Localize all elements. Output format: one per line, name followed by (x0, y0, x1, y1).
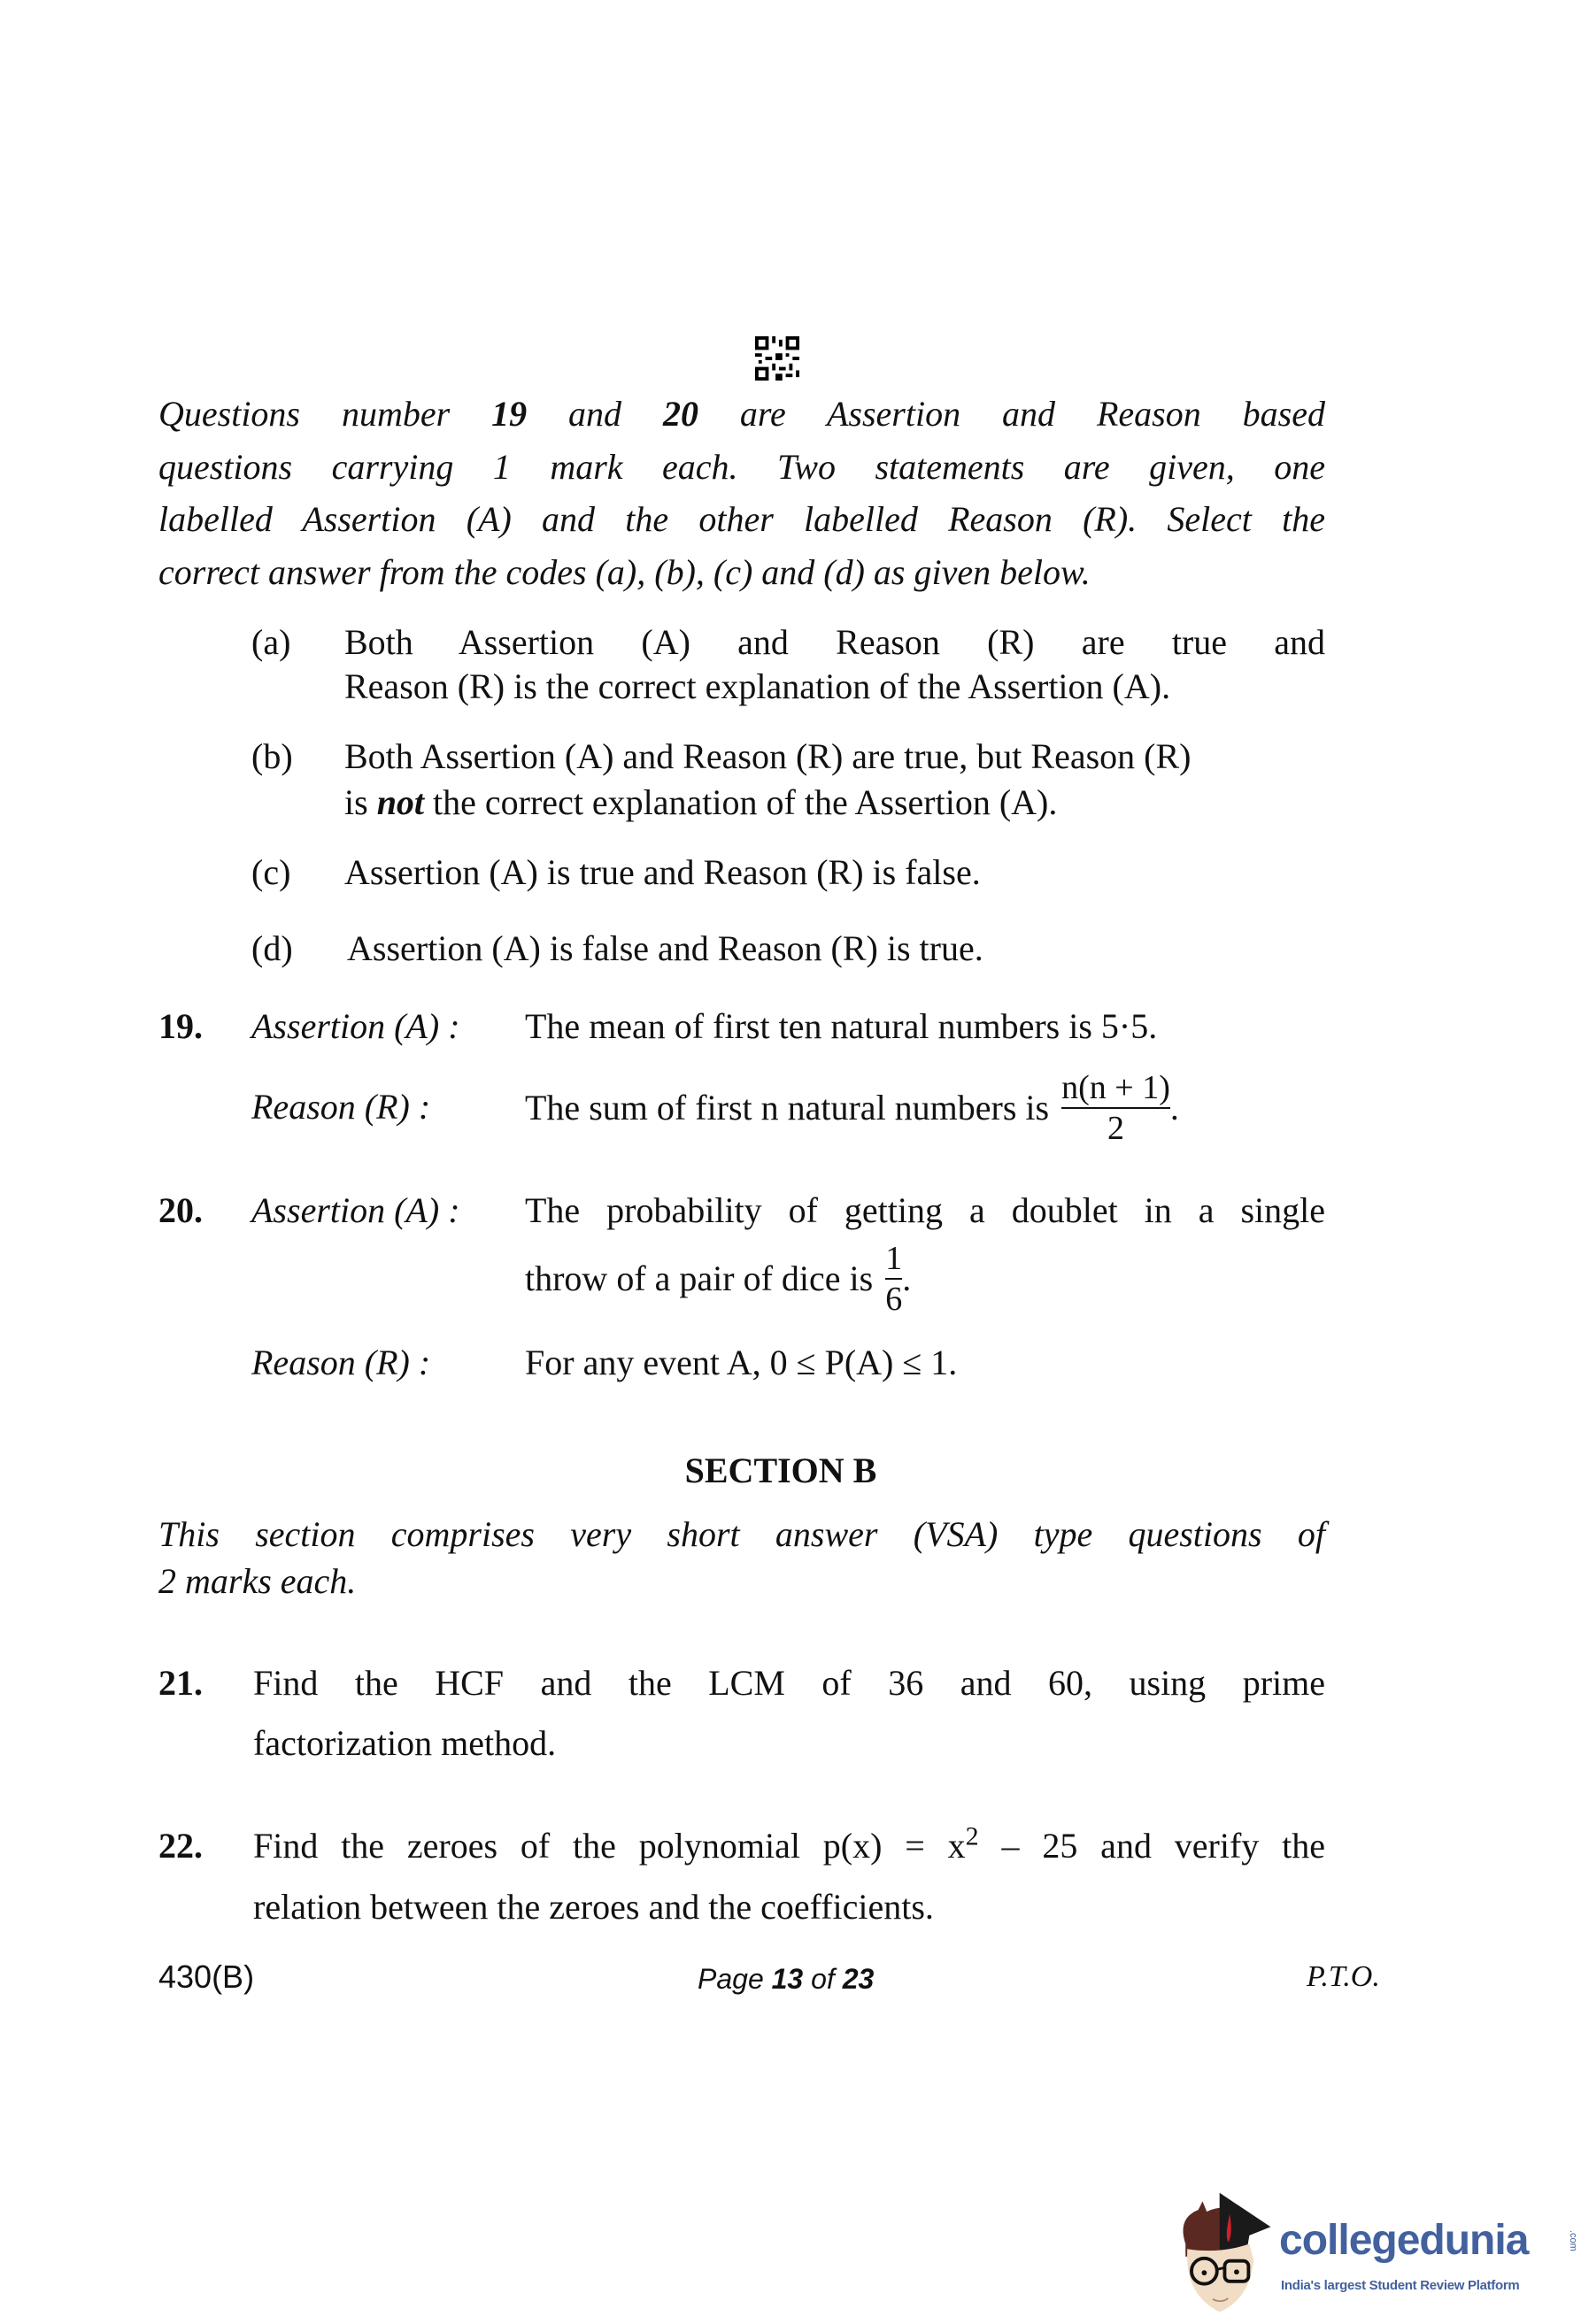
fraction-numerator: n(n + 1) (1061, 1069, 1170, 1106)
paper-code: 430(B) (158, 1958, 255, 1995)
q19-assertion: The mean of first ten natural numbers is 5·5. (525, 1006, 1158, 1046)
logo-tagline: India's largest Student Review Platform (1281, 2278, 1520, 2293)
option-c-text: Assertion (A) is true and Reason (R) is false. (344, 852, 981, 892)
option-d-text: Assertion (A) is false and Reason (R) is true. (347, 928, 983, 968)
option-b-label: (b) (251, 736, 293, 776)
q20-assertion-line-1: The probability of getting a doublet in a single (525, 1190, 1325, 1230)
section-b-desc-line-1: This section comprises very short answer (VSA) type questions of (158, 1514, 1325, 1554)
q19-assertion-label: Assertion (A) : (251, 1006, 460, 1046)
q19-reason: The sum of first n natural numbers is (525, 1088, 1050, 1127)
q19-reason-label: Reason (R) : (251, 1087, 431, 1127)
section-b-desc-line-2: 2 marks each. (158, 1561, 357, 1601)
intro-line-2: questions carrying 1 mark each. Two statements are given, one (158, 447, 1325, 487)
pto-label: P.T.O. (1307, 1960, 1380, 1993)
option-c-label: (c) (251, 852, 291, 892)
q20-number: 20. (158, 1190, 203, 1230)
option-a-label: (a) (251, 622, 291, 662)
q21-line-1: Find the HCF and the LCM of 36 and 60, using prime (253, 1663, 1325, 1703)
q20-fraction (885, 1241, 902, 1317)
q20-assertion-row-2 (525, 1241, 911, 1317)
q19-number: 19. (158, 1006, 203, 1046)
q19-reason-row (525, 1070, 1179, 1146)
q21-number: 21. (158, 1663, 203, 1703)
page-number: Page 13 of 23 (698, 1963, 875, 1995)
fraction-bar (1061, 1107, 1170, 1109)
qr-code (754, 336, 800, 381)
logo-dotcom: .com (1568, 2230, 1578, 2251)
collegedunia-logo (1160, 2186, 1581, 2324)
option-a-line-2: Reason (R) is the correct explanation of the Assertion (A). (344, 666, 1171, 706)
q20-period: . (902, 1258, 912, 1298)
section-b-heading: SECTION B (684, 1451, 877, 1490)
option-a-line-1: Both Assertion (A) and Reason (R) are true and (344, 622, 1325, 662)
q22-line-1: Find the zeroes of the polynomial $p(x) = x^2 - 25$ and verify the (253, 1821, 1325, 1866)
fraction-bar (885, 1278, 902, 1280)
q22-line-2: relation between the zeroes and the coefficients. (253, 1887, 934, 1927)
intro-line-4: correct answer from the codes (a), (b), (c) and (d) as given below. (158, 552, 1091, 592)
q21-line-2: factorization method. (253, 1723, 557, 1763)
q20-reason-label: Reason (R) : (251, 1343, 431, 1382)
option-b-line-1: Both Assertion (A) and Reason (R) are true, but Reason (R) (344, 736, 1192, 776)
intro-line-3: labelled Assertion (A) and the other labelled Reason (R). Select the (158, 499, 1325, 539)
fraction-denominator: 2 (1107, 1110, 1124, 1147)
q20-assertion-label: Assertion (A) : (251, 1190, 460, 1230)
option-b-line-2: is not the correct explanation of the Assertion (A). (344, 782, 1058, 822)
q20-assertion-line-2: throw of a pair of dice is (525, 1258, 874, 1298)
fraction-numerator: 1 (885, 1240, 903, 1277)
q20-reason: For any event A, 0 ≤ P(A) ≤ 1. (525, 1343, 958, 1382)
q19-period: . (1169, 1088, 1179, 1127)
logo-wordmark: collegedunia (1279, 2217, 1529, 2264)
option-d-label: (d) (251, 928, 293, 968)
q22-number: 22. (158, 1826, 203, 1866)
fraction-denominator: 6 (885, 1281, 903, 1318)
intro-line-1: Questions number 19 and 20 are Assertion and Reason based (158, 394, 1325, 434)
mascot-icon (1168, 2190, 1279, 2319)
q19-fraction (1061, 1070, 1170, 1146)
